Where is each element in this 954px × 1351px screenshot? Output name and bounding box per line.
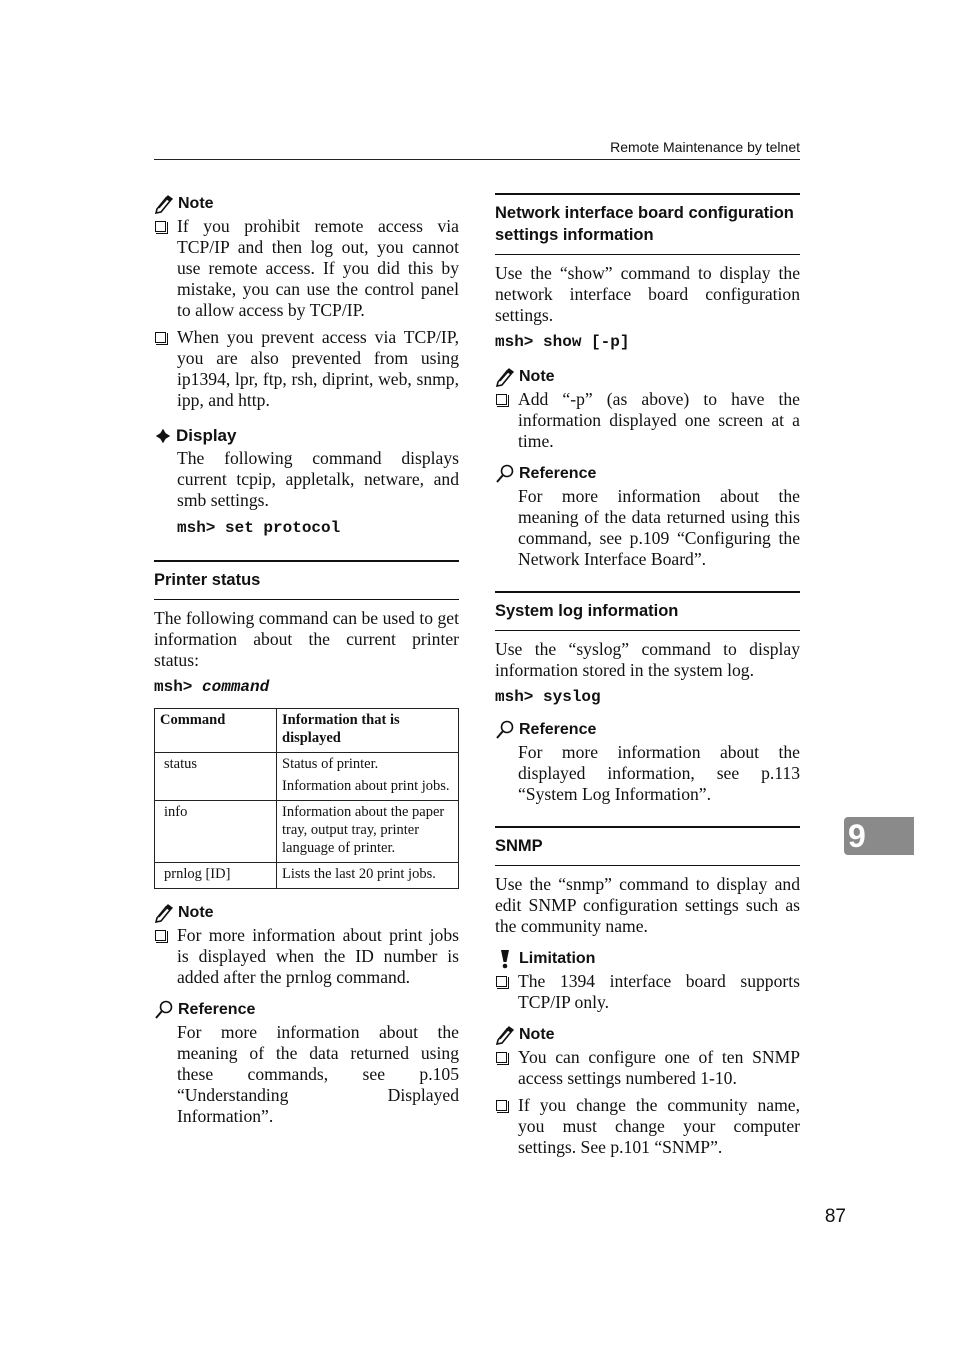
note-list bbox=[154, 216, 459, 411]
note-list bbox=[154, 925, 459, 988]
table-cell: Lists the last 20 print jobs. bbox=[277, 863, 459, 889]
note-list bbox=[495, 389, 800, 452]
nib-text: Use the “show” command to display the network interface board configuration settings. bbox=[495, 263, 800, 325]
column-header: Command bbox=[155, 709, 277, 753]
note-heading: Note bbox=[495, 1024, 800, 1046]
note-list bbox=[495, 1047, 800, 1158]
table-cell: Status of printer. Information about print jobs. bbox=[277, 753, 459, 801]
table-row bbox=[155, 801, 459, 863]
table-cell: prnlog [ID] bbox=[155, 863, 277, 889]
pencil-icon bbox=[495, 1025, 515, 1045]
note-heading: Note bbox=[154, 902, 459, 924]
reference-heading: Reference bbox=[154, 999, 459, 1021]
magnifier-icon bbox=[495, 720, 515, 740]
checkbox-bullet-icon bbox=[496, 976, 507, 987]
table-cell: info bbox=[155, 801, 277, 863]
table-cell: status bbox=[155, 753, 277, 801]
note-heading: Note bbox=[154, 193, 459, 215]
note-heading: Note bbox=[495, 366, 800, 388]
snmp-text: Use the “snmp” command to display and edit SNMP configuration settings such as the community name. bbox=[495, 874, 800, 936]
list-item: For more information about print jobs is displayed when the ID number is added after the prnlog command. bbox=[154, 925, 459, 988]
checkbox-bullet-icon bbox=[496, 394, 507, 405]
printer-status-title: Printer status bbox=[154, 560, 459, 600]
snmp-section-title: SNMP bbox=[495, 826, 800, 866]
limitation-heading: Limitation bbox=[495, 948, 800, 970]
checkbox-bullet-icon bbox=[155, 221, 166, 232]
table-header-row bbox=[155, 709, 459, 753]
command-table bbox=[154, 708, 459, 889]
magnifier-icon bbox=[154, 1000, 174, 1020]
display-heading: Display bbox=[154, 425, 459, 447]
right-column bbox=[495, 193, 800, 1158]
syslog-command: msh> syslog bbox=[495, 688, 601, 706]
reference-text: For more information about the displayed information, see p.113 “System Log Information”. bbox=[518, 742, 800, 804]
list-item: When you prevent access via TCP/IP, you are also prevented from using ip1394, lpr, ftp, rsh, diprint, web, snmp, ipp, and http. bbox=[154, 327, 459, 411]
pencil-icon bbox=[495, 367, 515, 387]
magnifier-icon bbox=[495, 464, 515, 484]
pencil-icon bbox=[154, 903, 174, 923]
nib-command: msh> show [-p] bbox=[495, 333, 630, 351]
limitation-list bbox=[495, 971, 800, 1013]
list-item: Add “-p” (as above) to have the information displayed one screen at a time. bbox=[495, 389, 800, 452]
nib-section-title: Network interface board configuration settings information bbox=[495, 193, 800, 255]
list-item: You can configure one of ten SNMP access settings numbered 1-10. bbox=[495, 1047, 800, 1089]
table-row bbox=[155, 753, 459, 801]
pencil-icon bbox=[154, 194, 174, 214]
left-column bbox=[154, 193, 459, 1127]
reference-heading: Reference bbox=[495, 719, 800, 741]
printer-status-text: The following command can be used to get information about the current printer status: bbox=[154, 608, 459, 670]
printer-status-command: msh> command bbox=[154, 678, 270, 696]
checkbox-bullet-icon bbox=[155, 332, 166, 343]
list-item: The 1394 interface board supports TCP/IP only. bbox=[495, 971, 800, 1013]
reference-text: For more information about the meaning of the data returned using this command, see p.109 “Configuring the Network Interface Board”. bbox=[518, 486, 800, 569]
checkbox-bullet-icon bbox=[496, 1100, 507, 1111]
column-header: Information that is displayed bbox=[277, 709, 459, 753]
page-number: 87 bbox=[824, 1206, 846, 1227]
list-item: If you prohibit remote access via TCP/IP and then log out, you cannot use remote access. If you did this by mistake, you can use the control panel to allow access by TCP/IP. bbox=[154, 216, 459, 321]
display-text: The following command displays current tcpip, appletalk, netware, and smb settings. bbox=[177, 448, 459, 510]
running-header: Remote Maintenance by telnet bbox=[154, 138, 800, 160]
reference-text: For more information about the meaning of the data returned using these commands, see p.105 “Understanding Displayed Information”. bbox=[177, 1022, 459, 1126]
diamond-bullet-icon bbox=[154, 427, 172, 445]
table-row bbox=[155, 863, 459, 889]
list-item: If you change the community name, you must change your computer settings. See p.101 “SNMP”. bbox=[495, 1095, 800, 1158]
chapter-tab: 9 bbox=[844, 817, 914, 855]
display-command: msh> set protocol bbox=[177, 519, 341, 537]
exclamation-icon bbox=[495, 949, 515, 969]
reference-heading: Reference bbox=[495, 463, 800, 485]
syslog-text: Use the “syslog” command to display information stored in the system log. bbox=[495, 639, 800, 680]
syslog-section-title: System log information bbox=[495, 591, 800, 631]
checkbox-bullet-icon bbox=[496, 1052, 507, 1063]
table-cell: Information about the paper tray, output tray, printer language of printer. bbox=[277, 801, 459, 863]
checkbox-bullet-icon bbox=[155, 930, 166, 941]
